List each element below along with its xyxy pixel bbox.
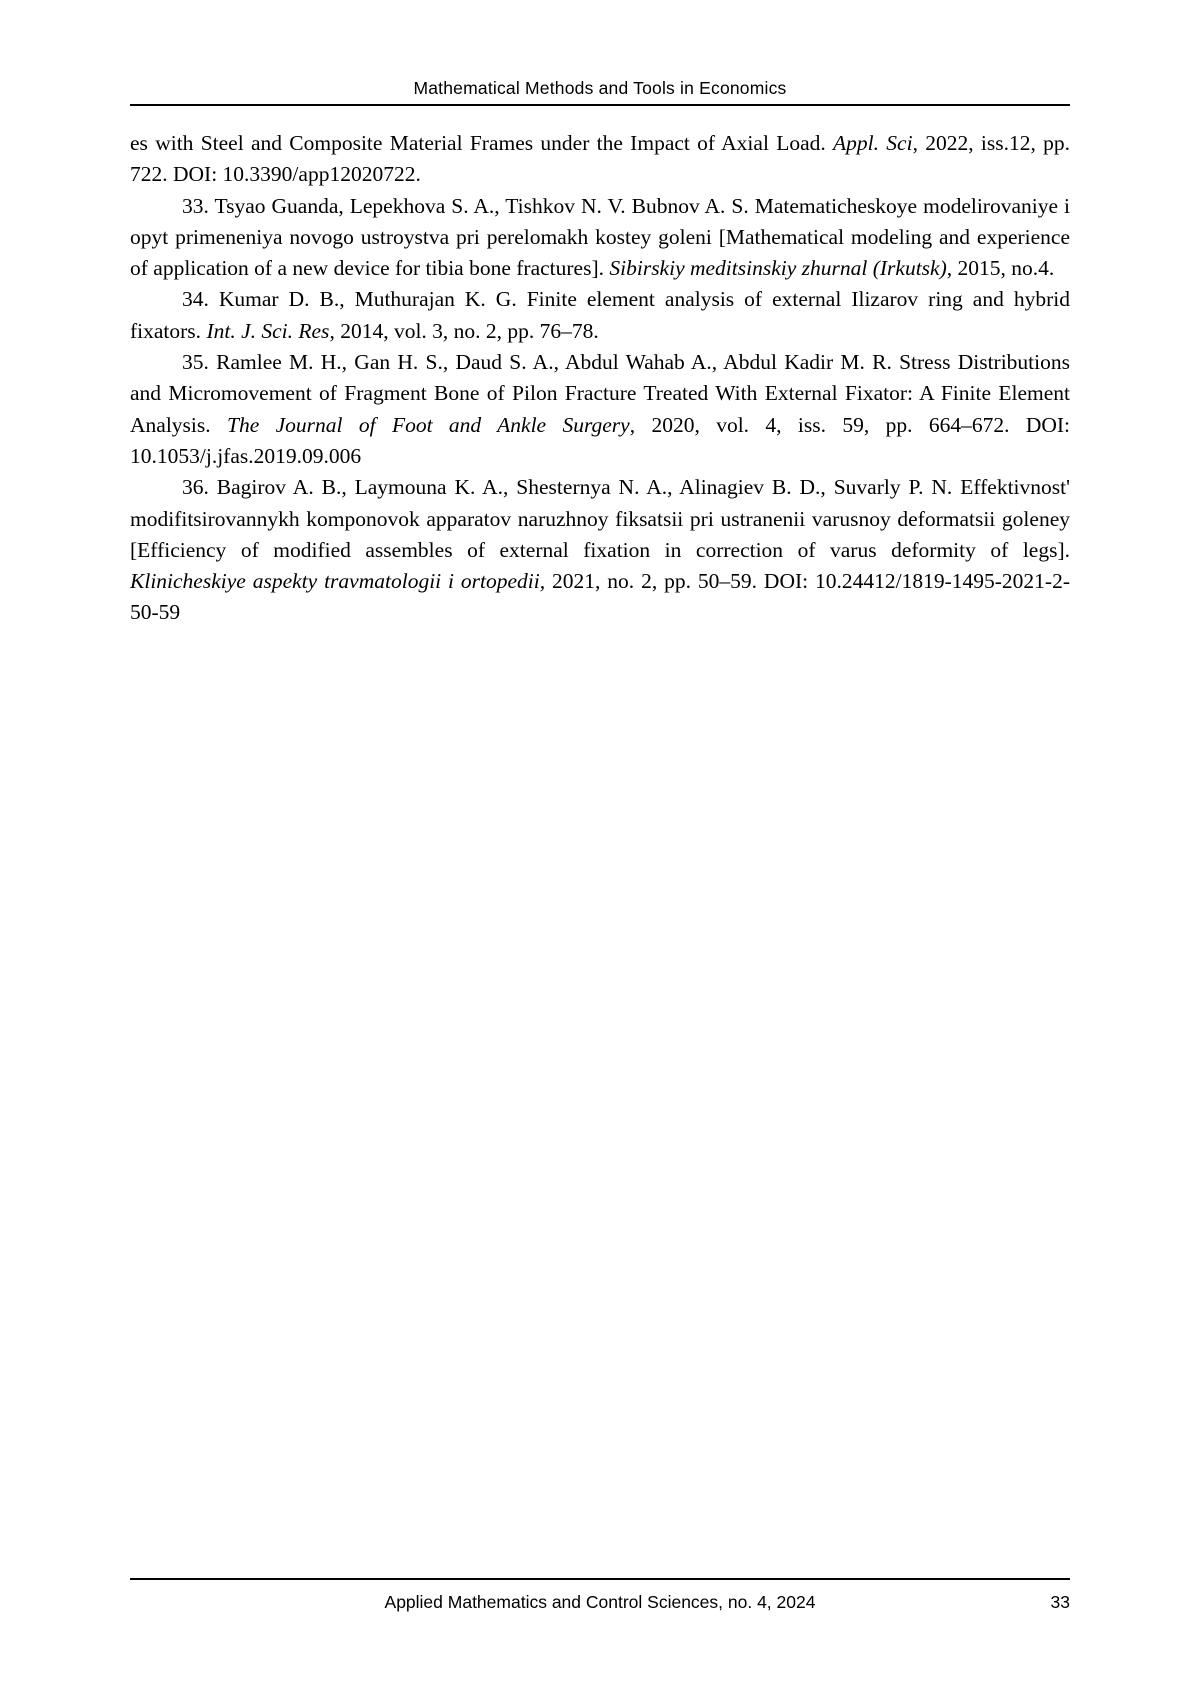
header-rule (130, 104, 1070, 106)
ref-34-text-2: , 2014, vol. 3, no. 2, pp. 76–78. (329, 318, 599, 343)
ref-33-number: 33. (182, 193, 209, 218)
ref-cont-text-1: es with Steel and Composite Material Frames under the Impact of Axial Load. (130, 131, 834, 155)
reference-entry-36 (130, 472, 1070, 628)
ref-35-text-1: Ramlee M. H., Gan H. S., Daud S. A., Abdul Wahab A., Abdul Kadir M. R. Stress Distributions and Micromovement of Fragment Bone of Pilon Fracture Treated With External Fixator: A Finite Element Analysis. (130, 350, 1070, 437)
reference-entry-34 (130, 284, 1070, 347)
ref-33-text-2: , 2015, no.4. (946, 256, 1055, 281)
footer-page-number: 33 (1050, 1592, 1070, 1612)
reference-entry-35 (130, 347, 1070, 472)
ref-36-italic-1: Klinicheskiye aspekty travmatologii i ortopedii, (130, 569, 546, 594)
ref-34-number: 34. (182, 287, 209, 312)
ref-cont-italic-1: Appl. Sci (833, 131, 913, 155)
reference-entry-33 (130, 191, 1070, 285)
running-head-title: Mathematical Methods and Tools in Economics (413, 78, 787, 98)
ref-34-text-1: Kumar D. B., Muthurajan K. G. Finite element analysis of external Ilizarov ring and hybrid fixators. (130, 287, 1070, 343)
ref-34-italic-1: Int. J. Sci. Res (206, 318, 330, 343)
ref-33-italic-1: Sibirskiy meditsinskiy zhurnal (Irkutsk) (609, 256, 947, 281)
ref-36-text-1: Bagirov A. B., Laymouna K. A., Shesternya N. A., Alinagiev B. D., Suvarly P. N. Effektivnost' modifitsirovannykh komponovok apparatov naruzhnoy fiksatsii pri ustranenii varusnoy deformatsii goleney [Efficiency of modified assembles of external fixation in correction of varus deformity of legs]. (130, 475, 1070, 562)
references-body (130, 128, 1070, 629)
footer-journal-line: Applied Mathematics and Control Sciences, no. 4, 2024 (384, 1592, 816, 1612)
ref-35-text-2: , 2020, vol. 4, iss. 59, pp. 664–672. DOI: 10.1053/j.jfas.2019.09.006 (130, 412, 1071, 468)
footer-rule (130, 1578, 1070, 1580)
ref-35-number: 35. (182, 350, 209, 375)
ref-36-text-2: 2021, no. 2, pp. 50–59. DOI: 10.24412/1819-1495-2021-2-50-59 (130, 569, 1070, 625)
ref-36-number: 36. (182, 475, 209, 500)
reference-entry-continued (130, 128, 1070, 191)
ref-33-text-1: Tsyao Guanda, Lepekhova S. A., Tishkov N. V. Bubnov A. S. Matematicheskoye modelirovaniye i opyt primeneniya novogo ustroystva pri perelomakh kostey goleni [Mathematical modeling and experience of application of a new device for tibia bone fractures]. (130, 193, 1070, 281)
ref-35-italic-1: The Journal of Foot and Ankle Surgery (227, 412, 630, 437)
ref-cont-text-2: , 2022, iss.12, pp. 722. DOI: 10.3390/app12020722. (130, 131, 1070, 187)
